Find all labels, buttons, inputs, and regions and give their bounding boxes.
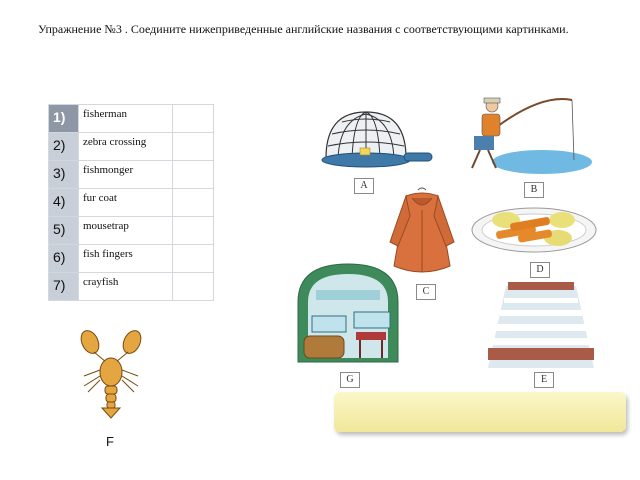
exercise-title: Упражнение №3 . Соедините нижеприведенные английские названия с соответствующими картинками. — [38, 22, 569, 36]
answer-cell[interactable] — [173, 133, 214, 161]
table-row — [49, 161, 214, 189]
fisherman-icon — [462, 92, 592, 176]
mousetrap-icon — [318, 108, 438, 172]
row-number: 4) — [49, 189, 79, 217]
picture-label-d: D — [530, 262, 550, 278]
picture-label-c: C — [416, 284, 436, 300]
picture-label-e: E — [534, 372, 554, 388]
picture-label-f: F — [106, 434, 114, 449]
table-row — [49, 245, 214, 273]
answer-cell[interactable] — [173, 217, 214, 245]
row-number: 3) — [49, 161, 79, 189]
zebra-crossing-icon — [488, 282, 594, 368]
answer-cell[interactable] — [173, 245, 214, 273]
english-word: zebra crossing — [79, 133, 173, 161]
row-number: 2) — [49, 133, 79, 161]
english-word: fishmonger — [79, 161, 173, 189]
fishmonger-stall-icon — [294, 262, 402, 366]
highlight-strip — [334, 392, 626, 432]
row-number: 5) — [49, 217, 79, 245]
row-number: 1) — [49, 105, 79, 133]
answer-cell[interactable] — [173, 273, 214, 301]
picture-label-g: G — [340, 372, 360, 388]
english-word: crayfish — [79, 273, 173, 301]
picture-label-b: B — [524, 182, 544, 198]
table-row — [49, 217, 214, 245]
answer-cell[interactable] — [173, 161, 214, 189]
matching-table — [48, 104, 214, 301]
english-word: fur coat — [79, 189, 173, 217]
table-row — [49, 105, 214, 133]
picture-label-a: A — [354, 178, 374, 194]
fish-fingers-icon — [470, 200, 598, 256]
row-number: 6) — [49, 245, 79, 273]
row-number: 7) — [49, 273, 79, 301]
crayfish-icon — [76, 328, 146, 422]
english-word: mousetrap — [79, 217, 173, 245]
table-row — [49, 189, 214, 217]
table-row — [49, 273, 214, 301]
answer-cell[interactable] — [173, 189, 214, 217]
table-row — [49, 133, 214, 161]
english-word: fish fingers — [79, 245, 173, 273]
english-word: fisherman — [79, 105, 173, 133]
answer-cell[interactable] — [173, 105, 214, 133]
